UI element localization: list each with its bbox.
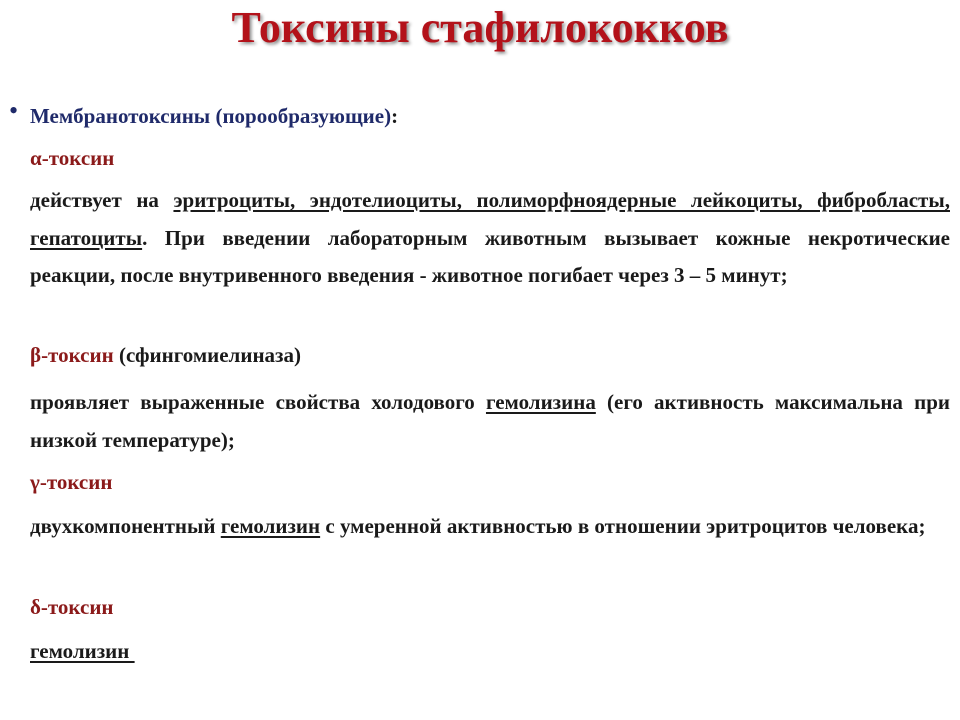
gamma-desc-term: гемолизин <box>220 514 321 538</box>
delta-desc-term: гемолизин <box>30 639 135 663</box>
section-heading <box>30 98 950 136</box>
heading-text: Мембранотоксины (порообразующие) <box>30 104 392 128</box>
beta-desc-pre: проявляет выраженные свойства холодового <box>30 390 486 414</box>
delta-toxin-label: δ-токсин <box>30 595 114 619</box>
beta-desc-term: гемолизина <box>485 390 596 414</box>
gamma-desc-pre: двухкомпонентный <box>30 514 221 538</box>
delta-toxin-description <box>30 633 950 671</box>
beta-toxin-label <box>30 337 950 375</box>
heading-colon: : <box>391 104 399 128</box>
gamma-toxin-description <box>30 508 950 546</box>
alpha-desc-post: . При введении лабораторным животным вызывает кожные некротические реакции, после внутривенного введения - животное погибает через 3 – 5 минут; <box>30 225 950 287</box>
alpha-desc-pre: действует на <box>30 188 174 212</box>
beta-toxin-name: β-токсин <box>30 343 114 367</box>
bullet-dot-icon: • <box>9 96 19 125</box>
alpha-target-cells: эритроциты, эндотелиоциты, полиморфноядерные лейкоциты, фибробласты, гепатоциты <box>30 188 950 250</box>
beta-desc-post: (его активность максимальна при низкой температуре); <box>30 390 950 452</box>
alpha-toxin-label: α-токсин <box>30 146 115 170</box>
beta-toxin-paren: (сфингомиелиназа) <box>113 343 301 367</box>
gamma-toxin-label: γ-токсин <box>30 470 113 494</box>
alpha-toxin-description <box>30 182 950 295</box>
slide-title: Токсины стафилококков <box>231 3 729 52</box>
gamma-desc-post: с умеренной активностью в отношении эритроцитов человека; <box>320 514 926 538</box>
beta-toxin-description <box>30 384 950 459</box>
